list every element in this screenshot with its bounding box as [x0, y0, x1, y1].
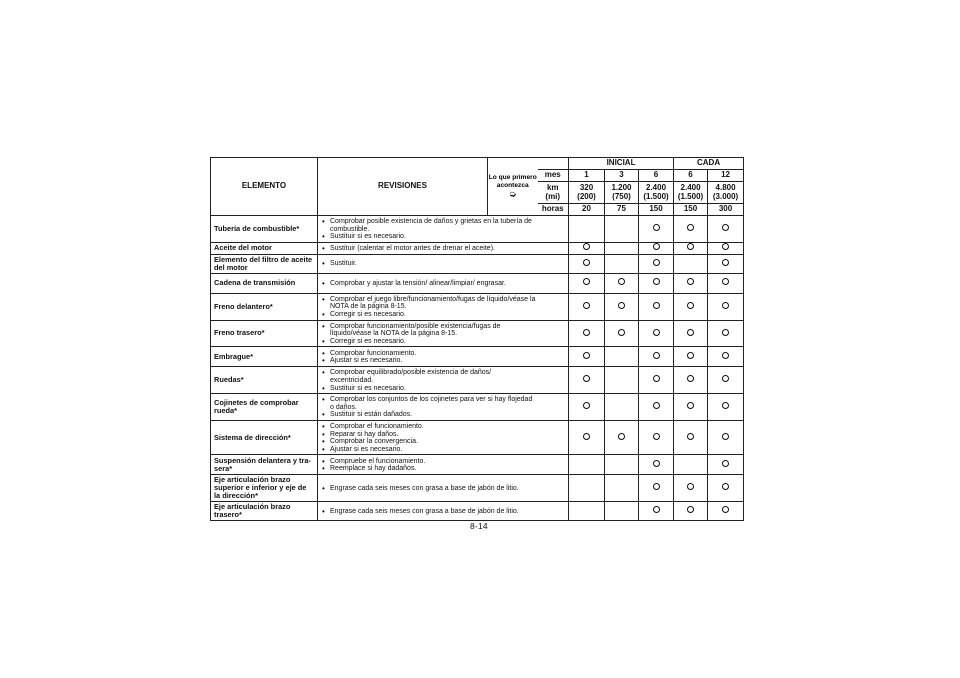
maintenance-rows [211, 216, 744, 521]
circle-mark-icon [618, 302, 625, 309]
check-item: • Ajustar si es necesario. [330, 357, 536, 365]
interval-cell [674, 394, 708, 421]
km-value: 2.400 (1.500) [639, 182, 674, 204]
element-name: Eje articulación brazo trasero* [211, 502, 318, 521]
check-list [321, 218, 536, 241]
page-number: 8-14 [470, 521, 488, 531]
circle-mark-icon [653, 224, 660, 231]
circle-mark-icon [722, 483, 729, 490]
month-value: 6 [674, 170, 708, 182]
check-list [321, 260, 536, 268]
every-header: CADA [674, 158, 744, 170]
interval-cell [639, 347, 674, 367]
check-item: • Corregir si es necesario. [330, 338, 536, 346]
circle-mark-icon [653, 375, 660, 382]
interval-cell [674, 216, 708, 243]
interval-cell [569, 216, 605, 243]
check-item: • Sustituir si es necesario. [330, 385, 536, 393]
month-value: 12 [708, 170, 744, 182]
circle-mark-icon [583, 375, 590, 382]
km-value: 1.200 (750) [605, 182, 639, 204]
circle-mark-icon [653, 352, 660, 359]
circle-mark-icon [722, 278, 729, 285]
interval-cell [605, 254, 639, 273]
interval-cell [605, 320, 639, 347]
unit-spacer-cell [538, 475, 569, 502]
circle-mark-icon [583, 259, 590, 266]
circle-mark-icon [653, 243, 660, 250]
interval-cell [569, 293, 605, 320]
interval-cell [708, 455, 744, 475]
check-list-cell [318, 242, 538, 254]
table-row [211, 502, 744, 521]
circle-mark-icon [687, 433, 694, 440]
check-list [321, 396, 536, 419]
table-row [211, 347, 744, 367]
interval-cell [708, 475, 744, 502]
interval-cell [569, 455, 605, 475]
circle-mark-icon [583, 329, 590, 336]
interval-cell [639, 320, 674, 347]
circle-mark-icon [583, 352, 590, 359]
check-item: • Sustituir. [330, 260, 536, 268]
table-row [211, 475, 744, 502]
check-list [321, 508, 536, 516]
check-list-cell [318, 347, 538, 367]
check-item: • Comprobar funcionamiento. [330, 350, 536, 358]
hours-value: 150 [674, 204, 708, 216]
circle-mark-icon [583, 402, 590, 409]
interval-cell [674, 242, 708, 254]
checks-header: REVISIONES [318, 158, 488, 216]
interval-cell [605, 367, 639, 394]
check-item: • Engrase cada seis meses con grasa a base de jabón de litio. [330, 485, 536, 493]
element-name: Elemento del filtro de aceite del motor [211, 254, 318, 273]
check-item: • Reemplace si hay dadaños. [330, 465, 536, 473]
month-value: 6 [639, 170, 674, 182]
element-name: Ruedas* [211, 367, 318, 394]
check-list-cell [318, 420, 538, 454]
interval-cell [569, 394, 605, 421]
interval-cell [708, 216, 744, 243]
interval-cell [639, 293, 674, 320]
circle-mark-icon [687, 278, 694, 285]
right-arrow-icon: ➭ [508, 189, 517, 200]
initial-header: INICIAL [569, 158, 674, 170]
hours-value: 300 [708, 204, 744, 216]
interval-cell [605, 273, 639, 293]
check-item: • Comprobar el juego libre/funcionamiento/fugas de líquido/véase la NOTA de la página 8-15. [330, 296, 536, 311]
check-item: • Sustituir si están dañados. [330, 411, 536, 419]
km-value: 2.400 (1.500) [674, 182, 708, 204]
check-list [321, 458, 536, 473]
check-list [321, 245, 536, 253]
interval-cell [569, 502, 605, 521]
circle-mark-icon [653, 506, 660, 513]
check-item: • Engrase cada seis meses con grasa a base de jabón de litio. [330, 508, 536, 516]
interval-cell [639, 420, 674, 454]
circle-mark-icon [687, 302, 694, 309]
table-row [211, 254, 744, 273]
interval-cell [674, 475, 708, 502]
interval-cell [569, 254, 605, 273]
interval-cell [569, 242, 605, 254]
hours-value: 150 [639, 204, 674, 216]
check-list [321, 323, 536, 346]
check-item: • Compruebe el funcionamiento. [330, 458, 536, 466]
interval-cell [708, 420, 744, 454]
circle-mark-icon [618, 433, 625, 440]
circle-mark-icon [687, 402, 694, 409]
interval-cell [569, 273, 605, 293]
circle-mark-icon [687, 506, 694, 513]
table-row [211, 242, 744, 254]
interval-cell [605, 420, 639, 454]
interval-cell [605, 347, 639, 367]
check-item: • Comprobar posible existencia de daños y grietas en la tubería de combustible. [330, 218, 536, 233]
month-value: 1 [569, 170, 605, 182]
interval-cell [639, 394, 674, 421]
interval-cell [674, 455, 708, 475]
circle-mark-icon [722, 243, 729, 250]
interval-cell [674, 347, 708, 367]
circle-mark-icon [722, 329, 729, 336]
check-item: • Comprobar funcionamiento/posible existencia/fugas de líquido/véase la NOTA de la página 8-15. [330, 323, 536, 338]
hours-value: 75 [605, 204, 639, 216]
circle-mark-icon [722, 302, 729, 309]
circle-mark-icon [653, 402, 660, 409]
circle-mark-icon [722, 402, 729, 409]
unit-spacer-cell [538, 455, 569, 475]
element-name: Sistema de dirección* [211, 420, 318, 454]
interval-cell [569, 475, 605, 502]
unit-spacer-cell [538, 216, 569, 243]
check-item: • Comprobar la convergencia. [330, 438, 536, 446]
table-row [211, 455, 744, 475]
unit-spacer-cell [538, 254, 569, 273]
check-list [321, 296, 536, 319]
check-list-cell [318, 273, 538, 293]
interval-cell [605, 394, 639, 421]
interval-cell [605, 502, 639, 521]
circle-mark-icon [722, 375, 729, 382]
circle-mark-icon [618, 278, 625, 285]
interval-cell [708, 254, 744, 273]
unit-spacer-cell [538, 502, 569, 521]
maintenance-table [210, 157, 744, 521]
km-value: 320 (200) [569, 182, 605, 204]
element-name: Freno trasero* [211, 320, 318, 347]
table-row [211, 420, 744, 454]
circle-mark-icon [687, 224, 694, 231]
interval-cell [708, 347, 744, 367]
unit-spacer-cell [538, 347, 569, 367]
interval-cell [674, 367, 708, 394]
table-row [211, 273, 744, 293]
table-row [211, 293, 744, 320]
check-list-cell [318, 367, 538, 394]
interval-cell [708, 367, 744, 394]
circle-mark-icon [687, 375, 694, 382]
check-item: • Corregir si es necesario. [330, 311, 536, 319]
circle-mark-icon [687, 483, 694, 490]
interval-cell [639, 475, 674, 502]
circle-mark-icon [653, 278, 660, 285]
interval-cell [708, 320, 744, 347]
check-list-cell [318, 254, 538, 273]
interval-cell [569, 367, 605, 394]
circle-mark-icon [653, 433, 660, 440]
month-value: 3 [605, 170, 639, 182]
circle-mark-icon [653, 483, 660, 490]
interval-cell [674, 502, 708, 521]
circle-mark-icon [722, 433, 729, 440]
unit-spacer-cell [538, 242, 569, 254]
check-item: • Sustituir si es necesario. [330, 233, 536, 241]
check-item: • Comprobar el funcionamiento. [330, 423, 536, 431]
circle-mark-icon [687, 243, 694, 250]
element-name: Tubería de combustible* [211, 216, 318, 243]
hours-unit: horas [538, 204, 569, 216]
circle-mark-icon [583, 433, 590, 440]
element-name: Aceite del motor [211, 242, 318, 254]
interval-cell [569, 320, 605, 347]
interval-cell [674, 420, 708, 454]
interval-cell [708, 394, 744, 421]
element-header: ELEMENTO [211, 158, 318, 216]
interval-cell [639, 254, 674, 273]
check-item: • Ajustar si es necesario. [330, 446, 536, 454]
circle-mark-icon [687, 329, 694, 336]
interval-cell [569, 347, 605, 367]
interval-cell [639, 273, 674, 293]
circle-mark-icon [687, 352, 694, 359]
km-unit: km (mi) [538, 182, 569, 204]
first-occurs-label: Lo que primero acontezca [488, 173, 537, 189]
check-item: • Reparar si hay daños. [330, 431, 536, 439]
interval-cell [674, 254, 708, 273]
circle-mark-icon [583, 278, 590, 285]
element-name: Freno delantero* [211, 293, 318, 320]
circle-mark-icon [653, 302, 660, 309]
check-list [321, 369, 536, 392]
check-list-cell [318, 455, 538, 475]
interval-cell [639, 367, 674, 394]
check-item: • Comprobar equilibrado/posible existencia de daños/ excentricidad. [330, 369, 536, 384]
check-item: • Comprobar y ajustar la tensión/ alinear/limpiar/ engrasar. [330, 280, 536, 288]
interval-cell [605, 242, 639, 254]
table-row [211, 367, 744, 394]
check-item: • Sustituir (calentar el motor antes de drenar el aceite). [330, 245, 536, 253]
element-name: Eje articulación brazo superior e inferior y eje de la dirección* [211, 475, 318, 502]
hours-value: 20 [569, 204, 605, 216]
element-name: Cadena de transmisión [211, 273, 318, 293]
check-item: • Comprobar los conjuntos de los cojinetes para ver si hay flojedad o daños. [330, 396, 536, 411]
circle-mark-icon [722, 352, 729, 359]
unit-spacer-cell [538, 394, 569, 421]
unit-spacer-cell [538, 320, 569, 347]
circle-mark-icon [653, 259, 660, 266]
check-list-cell [318, 293, 538, 320]
element-name: Cojinetes de comprobar rueda* [211, 394, 318, 421]
circle-mark-icon [653, 460, 660, 467]
circle-mark-icon [722, 506, 729, 513]
circle-mark-icon [722, 224, 729, 231]
interval-cell [639, 242, 674, 254]
check-list-cell [318, 394, 538, 421]
circle-mark-icon [583, 302, 590, 309]
element-name: Embrague* [211, 347, 318, 367]
unit-spacer-cell [538, 293, 569, 320]
check-list-cell [318, 216, 538, 243]
interval-cell [605, 216, 639, 243]
interval-cell [605, 475, 639, 502]
km-value: 4.800 (3.000) [708, 182, 744, 204]
interval-cell [674, 320, 708, 347]
check-list [321, 280, 536, 288]
unit-spacer-cell [538, 420, 569, 454]
interval-cell [605, 293, 639, 320]
circle-mark-icon [653, 329, 660, 336]
check-list [321, 485, 536, 493]
circle-mark-icon [618, 329, 625, 336]
check-list [321, 423, 536, 453]
unit-spacer-cell [538, 273, 569, 293]
table-row [211, 320, 744, 347]
interval-cell [674, 273, 708, 293]
table-row [211, 216, 744, 243]
table-row [211, 394, 744, 421]
interval-cell [708, 293, 744, 320]
interval-cell [569, 420, 605, 454]
element-name: Suspensión delantera y tra- sera* [211, 455, 318, 475]
interval-cell [605, 455, 639, 475]
month-unit: mes [538, 170, 569, 182]
unit-spacer-cell [538, 367, 569, 394]
check-list-cell [318, 320, 538, 347]
interval-cell [708, 242, 744, 254]
interval-cell [674, 293, 708, 320]
interval-cell [708, 502, 744, 521]
check-list-cell [318, 502, 538, 521]
interval-cell [639, 502, 674, 521]
check-list [321, 350, 536, 365]
interval-cell [639, 216, 674, 243]
first-occurs-cell [488, 158, 538, 216]
circle-mark-icon [722, 259, 729, 266]
interval-cell [639, 455, 674, 475]
circle-mark-icon [722, 460, 729, 467]
circle-mark-icon [583, 243, 590, 250]
interval-cell [708, 273, 744, 293]
check-list-cell [318, 475, 538, 502]
